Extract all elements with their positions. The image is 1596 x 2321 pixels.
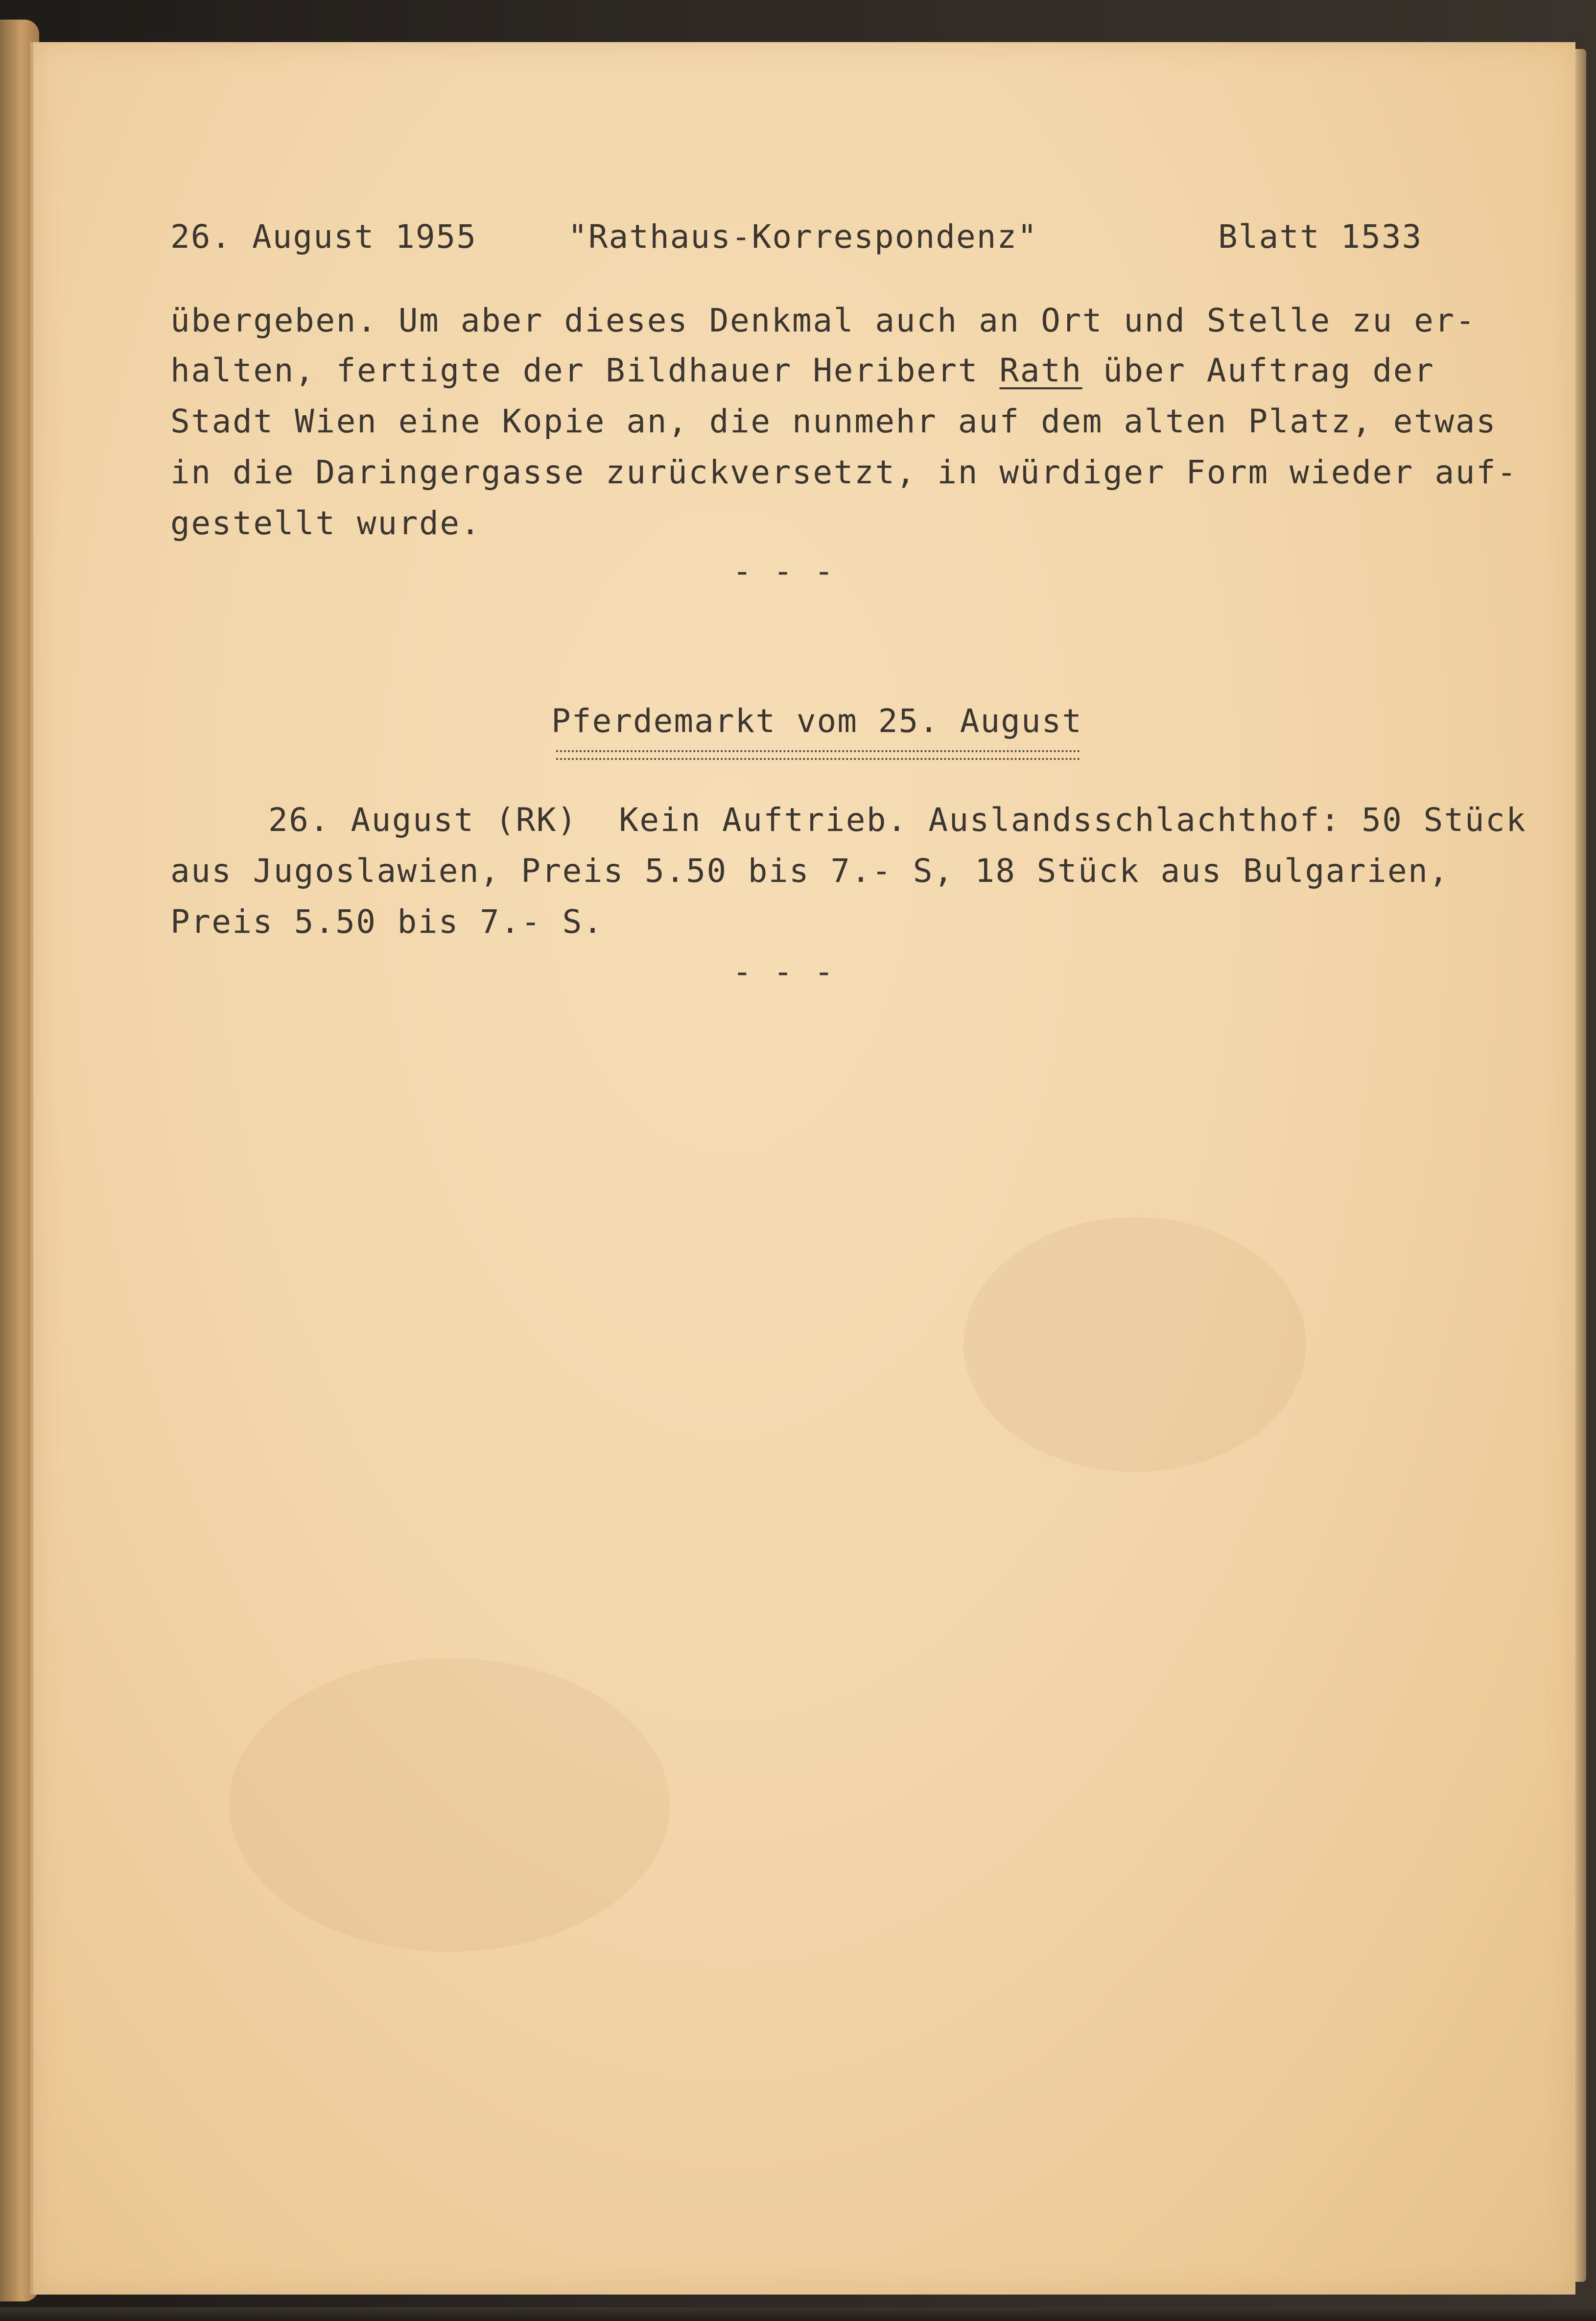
- continuation-line-5: gestellt wurde.: [170, 504, 482, 542]
- section-separator: - - -: [732, 552, 835, 590]
- binder-bottom-edge: [0, 2307, 1596, 2321]
- continuation-line-1: übergeben. Um aber dieses Denkmal auch an Ort und Stelle zu er-: [170, 302, 1477, 339]
- article-line-2: aus Jugoslawien, Preis 5.50 bis 7.- S, 18 Stück aus Bulgarien,: [170, 852, 1450, 890]
- header-sheet-number: Blatt 1533: [1218, 218, 1423, 256]
- continuation-line-2: [170, 352, 1435, 389]
- document-page: [30, 42, 1575, 2295]
- article-line-1: 26. August (RK) Kein Auftrieb. Auslandsschlachthof: 50 Stück: [268, 801, 1527, 839]
- headline-double-underline: [556, 750, 1080, 760]
- continuation-line-2-end: über Auftrag der: [1082, 352, 1435, 389]
- header-date: 26. August 1955: [170, 218, 477, 256]
- article-headline: Pferdemarkt vom 25. August: [551, 702, 1083, 740]
- continuation-line-4: in die Daringergasse zurückversetzt, in würdiger Form wieder auf-: [170, 453, 1518, 491]
- underlined-name: Rath: [999, 352, 1082, 389]
- continuation-line-2-start: halten, fertigte der Bildhauer Heribert: [170, 352, 1000, 389]
- paper-stain: [963, 1217, 1306, 1472]
- header-publication: "Rathaus-Korrespondenz": [568, 218, 1038, 256]
- article-line-3: Preis 5.50 bis 7.- S.: [170, 903, 604, 941]
- paper-stain: [229, 1658, 670, 1952]
- continuation-line-3: Stadt Wien eine Kopie an, die nunmehr auf dem alten Platz, etwas: [170, 403, 1497, 440]
- section-separator: - - -: [732, 953, 835, 991]
